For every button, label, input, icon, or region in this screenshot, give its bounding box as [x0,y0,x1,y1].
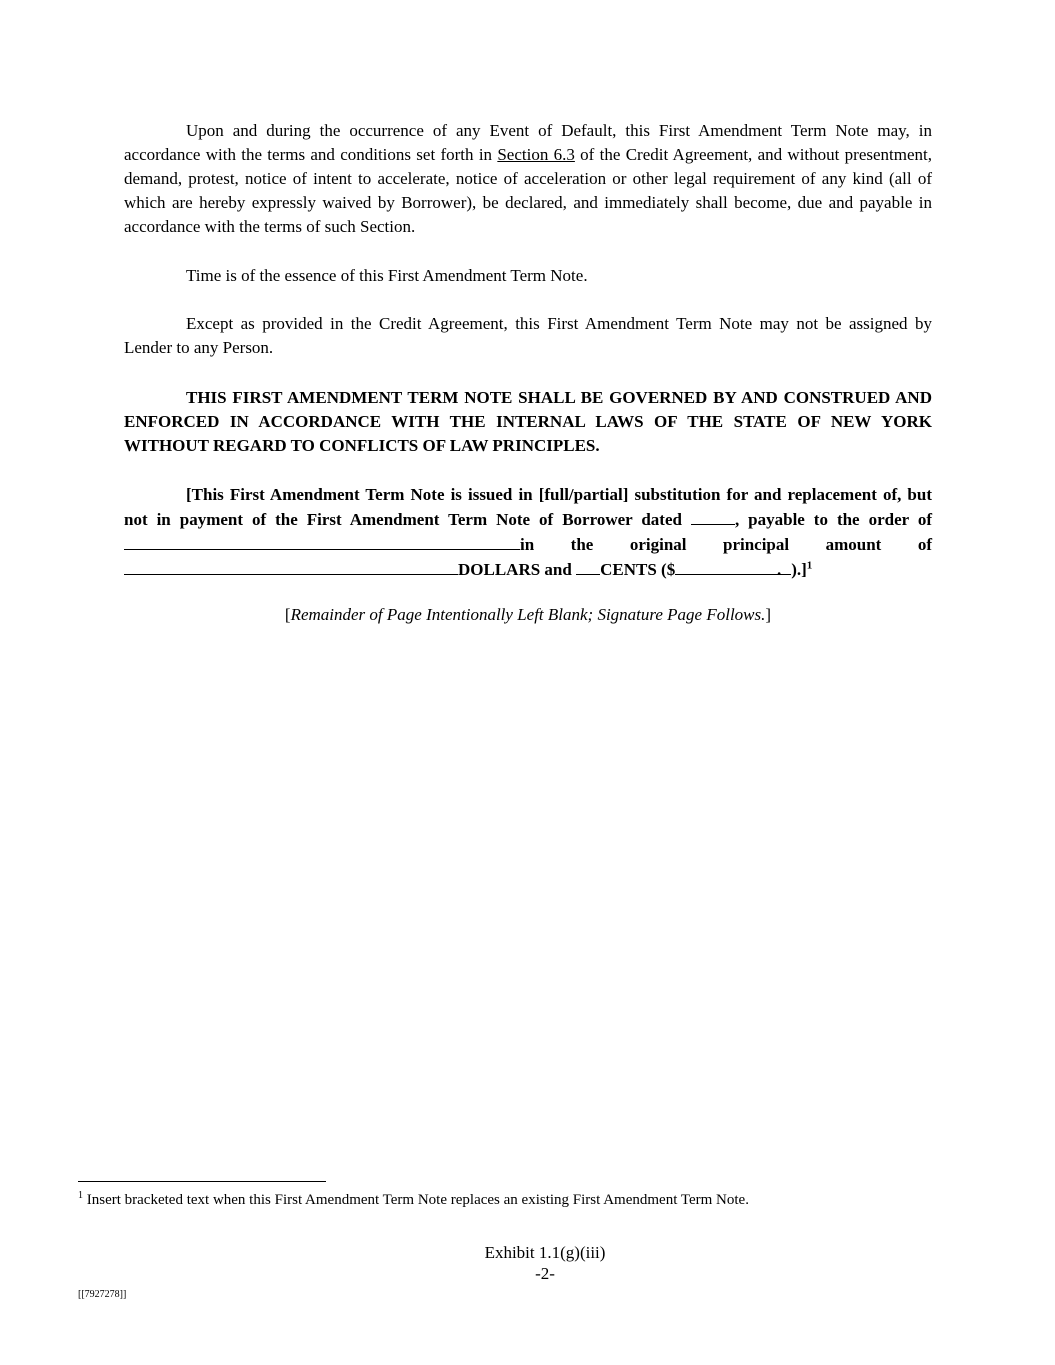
substitution-text: in the original principal amount of [520,535,932,554]
remainder-text: Remainder of Page Intentionally Left Blank; Signature Page Follows. [290,605,766,624]
paragraph-text: of the Credit Agreement, and without presentment, demand, protest, notice of intent to accelerate, notice of acceleration or other legal requirement of any kind (all of which are hereby expressly waived by Borrower), be declared, and immediately shall become, due and payable in accordance with the terms of such Section. [124,145,933,236]
section-reference: Section 6.3 [497,145,575,164]
footnote-number: 1 [78,1190,83,1201]
remainder-note [124,603,932,627]
bracket-close: ] [765,605,772,624]
dollars-blank [124,557,458,575]
paragraph-assignment: Except as provided in the Credit Agreement, this First Amendment Term Note may not be assigned by Lender to any Person. [124,314,932,357]
paragraph-time-of-essence: Time is of the essence of this First Amendment Term Note. [186,266,588,285]
bracket-open: [ [284,605,291,624]
paragraph-event-of-default [124,119,932,239]
substitution-text: CENTS ($ [600,560,676,579]
payee-blank [124,532,520,550]
substitution-text: [This First Amendment Term Note is issued in [full/partial] substitution for and replacement of, but not in payment of the First Amendment Term Note of Borrower dated [124,485,932,529]
footnote-reference: 1 [806,559,813,572]
page-number: -2- [535,1264,555,1283]
paragraph-governing-law: THIS FIRST AMENDMENT TERM NOTE SHALL BE GOVERNED BY AND CONSTRUED AND ENFORCED IN ACCORDANCE WITH THE INTERNAL LAWS OF THE STATE OF NEW YORK WITHOUT REGARD TO CONFLICTS OF LAW PRINCIPLES. [124,388,932,455]
footnote-text: Insert bracketed text when this First Amendment Term Note replaces an existing First Amendment Term Note. [83,1192,749,1208]
paragraph-substitution [124,483,932,582]
document-id: [[7927278]] [78,1289,127,1300]
amount-blank: . [675,558,791,575]
cents-blank [576,557,600,575]
substitution-text: , payable to the order of [734,510,932,529]
footnote [78,1190,978,1210]
substitution-text: ).] [791,560,807,579]
date-blank [691,507,735,525]
footnote-separator [78,1181,326,1182]
exhibit-label: Exhibit 1.1(g)(iii) [484,1243,606,1262]
substitution-text: DOLLARS and [458,560,577,579]
paragraph-text: Upon and during the occurrence of any Event of Default, this First Amendment Term Note may, in accordance with the terms and conditions set forth in [124,121,932,164]
